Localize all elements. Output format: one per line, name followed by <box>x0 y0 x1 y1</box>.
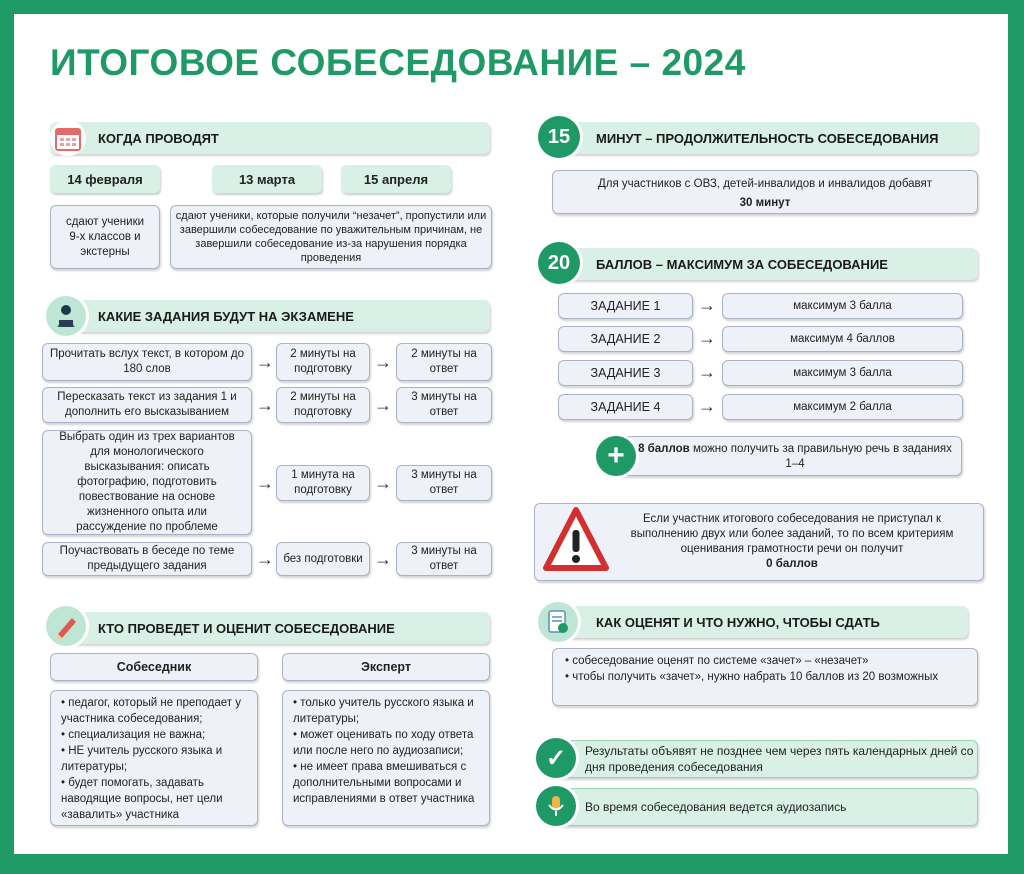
arrow-right-icon: → <box>374 352 392 372</box>
arrow-right-icon: → <box>374 473 392 493</box>
arrow-right-icon: → <box>374 395 392 415</box>
document-check-icon <box>538 602 578 642</box>
plus-icon: + <box>596 436 636 476</box>
arrow-right-icon: → <box>698 328 716 348</box>
student-icon <box>46 296 86 336</box>
list-item: • чтобы получить «зачет», нужно набрать 10 баллов из 20 возможных <box>565 669 965 685</box>
list-item: • может оценивать по ходу ответа или после него по аудиозаписи; <box>293 727 483 759</box>
task-row-1-prep: 2 минуты на подготовку <box>276 343 370 381</box>
section-header-when-label: КОГДА ПРОВОДЯТ <box>98 130 219 146</box>
col-expert-list <box>282 690 490 826</box>
audio-box: Во время собеседования ведется аудиозапись <box>552 788 978 826</box>
task-row-2-prep: 2 минуты на подготовку <box>276 387 370 423</box>
section-header-duration <box>540 122 978 154</box>
task-row-3-answer: 3 минуты на ответ <box>396 465 492 501</box>
arrow-right-icon: → <box>698 295 716 315</box>
pencil-icon <box>46 606 86 646</box>
section-header-points <box>540 248 978 280</box>
points-task-3: ЗАДАНИЕ 3 <box>558 360 693 386</box>
results-box: Результаты объявят не позднее чем через пять календарных дней со дня проведения собеседования <box>552 740 978 778</box>
page-title: ИТОГОВОЕ СОБЕСЕДОВАНИЕ – 2024 <box>50 42 746 83</box>
arrow-right-icon: → <box>256 352 274 372</box>
duration-note-box <box>552 170 978 214</box>
section-header-who <box>50 612 490 644</box>
bonus-bold: 8 баллов <box>638 443 690 455</box>
section-header-who-label: КТО ПРОВЕДЕТ И ОЦЕНИТ СОБЕСЕДОВАНИЕ <box>98 620 395 636</box>
arrow-right-icon: → <box>256 549 274 569</box>
date-mar-13: 13 марта <box>212 165 322 193</box>
when-who-retake: сдают ученики, которые получили “незачет”, пропустили или завершили собеседование по уважительным причинам, не завершили собеседование из-за нарушения порядка проведения <box>170 205 492 269</box>
section-header-tasks-label: КАКИЕ ЗАДАНИЯ БУДУТ НА ЭКЗАМЕНЕ <box>98 308 354 324</box>
warning-icon <box>542 506 610 579</box>
list-item: • педагог, который не преподает у участника собеседования; <box>61 695 251 727</box>
col-expert-title: Эксперт <box>282 653 490 681</box>
bonus-text: можно получить за правильную речь в заданиях 1–4 <box>692 443 952 470</box>
points-max-4: максимум 2 балла <box>722 394 963 420</box>
microphone-icon <box>536 786 576 826</box>
section-header-tasks <box>50 300 490 332</box>
task-row-4-prep: без подготовки <box>276 542 370 576</box>
points-max-1: максимум 3 балла <box>722 293 963 319</box>
calendar-icon <box>50 120 86 156</box>
list-item: • специализация не важна; <box>61 727 251 743</box>
when-who-first: сдают ученики 9-х классов и экстерны <box>50 205 160 269</box>
task-row-1-text: Прочитать вслух текст, в котором до 180 слов <box>42 343 252 381</box>
task-row-4-answer: 3 минуты на ответ <box>396 542 492 576</box>
list-item: • только учитель русского языка и литературы; <box>293 695 483 727</box>
col-interviewer-title: Собеседник <box>50 653 258 681</box>
points-number-badge: 20 <box>538 242 580 284</box>
points-max-2: максимум 4 баллов <box>722 326 963 352</box>
points-max-3: максимум 3 балла <box>722 360 963 386</box>
duration-note: Для участников с ОВЗ, детей-инвалидов и инвалидов добавят <box>597 178 933 190</box>
section-header-grading-label: КАК ОЦЕНЯТ И ЧТО НУЖНО, ЧТОБЫ СДАТЬ <box>596 614 880 630</box>
list-item: • НЕ учитель русского языка и литературы; <box>61 743 251 775</box>
list-item: • будет помогать, задавать наводящие вопросы, нет цели «завалить» участника <box>61 775 251 823</box>
arrow-right-icon: → <box>256 395 274 415</box>
points-task-4: ЗАДАНИЕ 4 <box>558 394 693 420</box>
duration-number-badge: 15 <box>538 116 580 158</box>
task-row-1-answer: 2 минуты на ответ <box>396 343 492 381</box>
warning-result: 0 баллов <box>766 558 818 570</box>
list-item: • собеседование оценят по системе «зачет» – «незачет» <box>565 653 965 669</box>
duration-extra: 30 минут <box>739 197 791 209</box>
col-interviewer-list <box>50 690 258 826</box>
date-feb-14: 14 февраля <box>50 165 160 193</box>
section-header-when <box>50 122 490 154</box>
task-row-2-text: Пересказать текст из задания 1 и дополнить его высказыванием <box>42 387 252 423</box>
points-task-2: ЗАДАНИЕ 2 <box>558 326 693 352</box>
section-header-duration-label: МИНУТ – ПРОДОЛЖИТЕЛЬНОСТЬ СОБЕСЕДОВАНИЯ <box>596 130 939 146</box>
warning-text: Если участник итогового собеседования не приступал к выполнению двух или более заданий, то по всем критериям оценивания грамотности речи он получит <box>630 513 954 555</box>
checkmark-icon: ✓ <box>536 738 576 778</box>
task-row-3-text: Выбрать один из трех вариантов для монологического высказывания: описать фотографию, подготовить повествование на основе жизненного опыта или рассуждение по проблеме <box>42 430 252 535</box>
task-row-3-prep: 1 минута на подготовку <box>276 465 370 501</box>
bonus-box <box>612 436 962 476</box>
points-task-1: ЗАДАНИЕ 1 <box>558 293 693 319</box>
grading-list <box>552 648 978 706</box>
section-header-grading <box>540 606 968 638</box>
arrow-right-icon: → <box>374 549 392 569</box>
arrow-right-icon: → <box>256 473 274 493</box>
task-row-2-answer: 3 минуты на ответ <box>396 387 492 423</box>
date-apr-15: 15 апреля <box>341 165 451 193</box>
arrow-right-icon: → <box>698 362 716 382</box>
section-header-points-label: БАЛЛОВ – МАКСИМУМ ЗА СОБЕСЕДОВАНИЕ <box>596 256 888 272</box>
task-row-4-text: Поучаствовать в беседе по теме предыдущего задания <box>42 542 252 576</box>
list-item: • не имеет права вмешиваться с дополнительными вопросами и исправлениями в ответ участника <box>293 759 483 807</box>
arrow-right-icon: → <box>698 396 716 416</box>
